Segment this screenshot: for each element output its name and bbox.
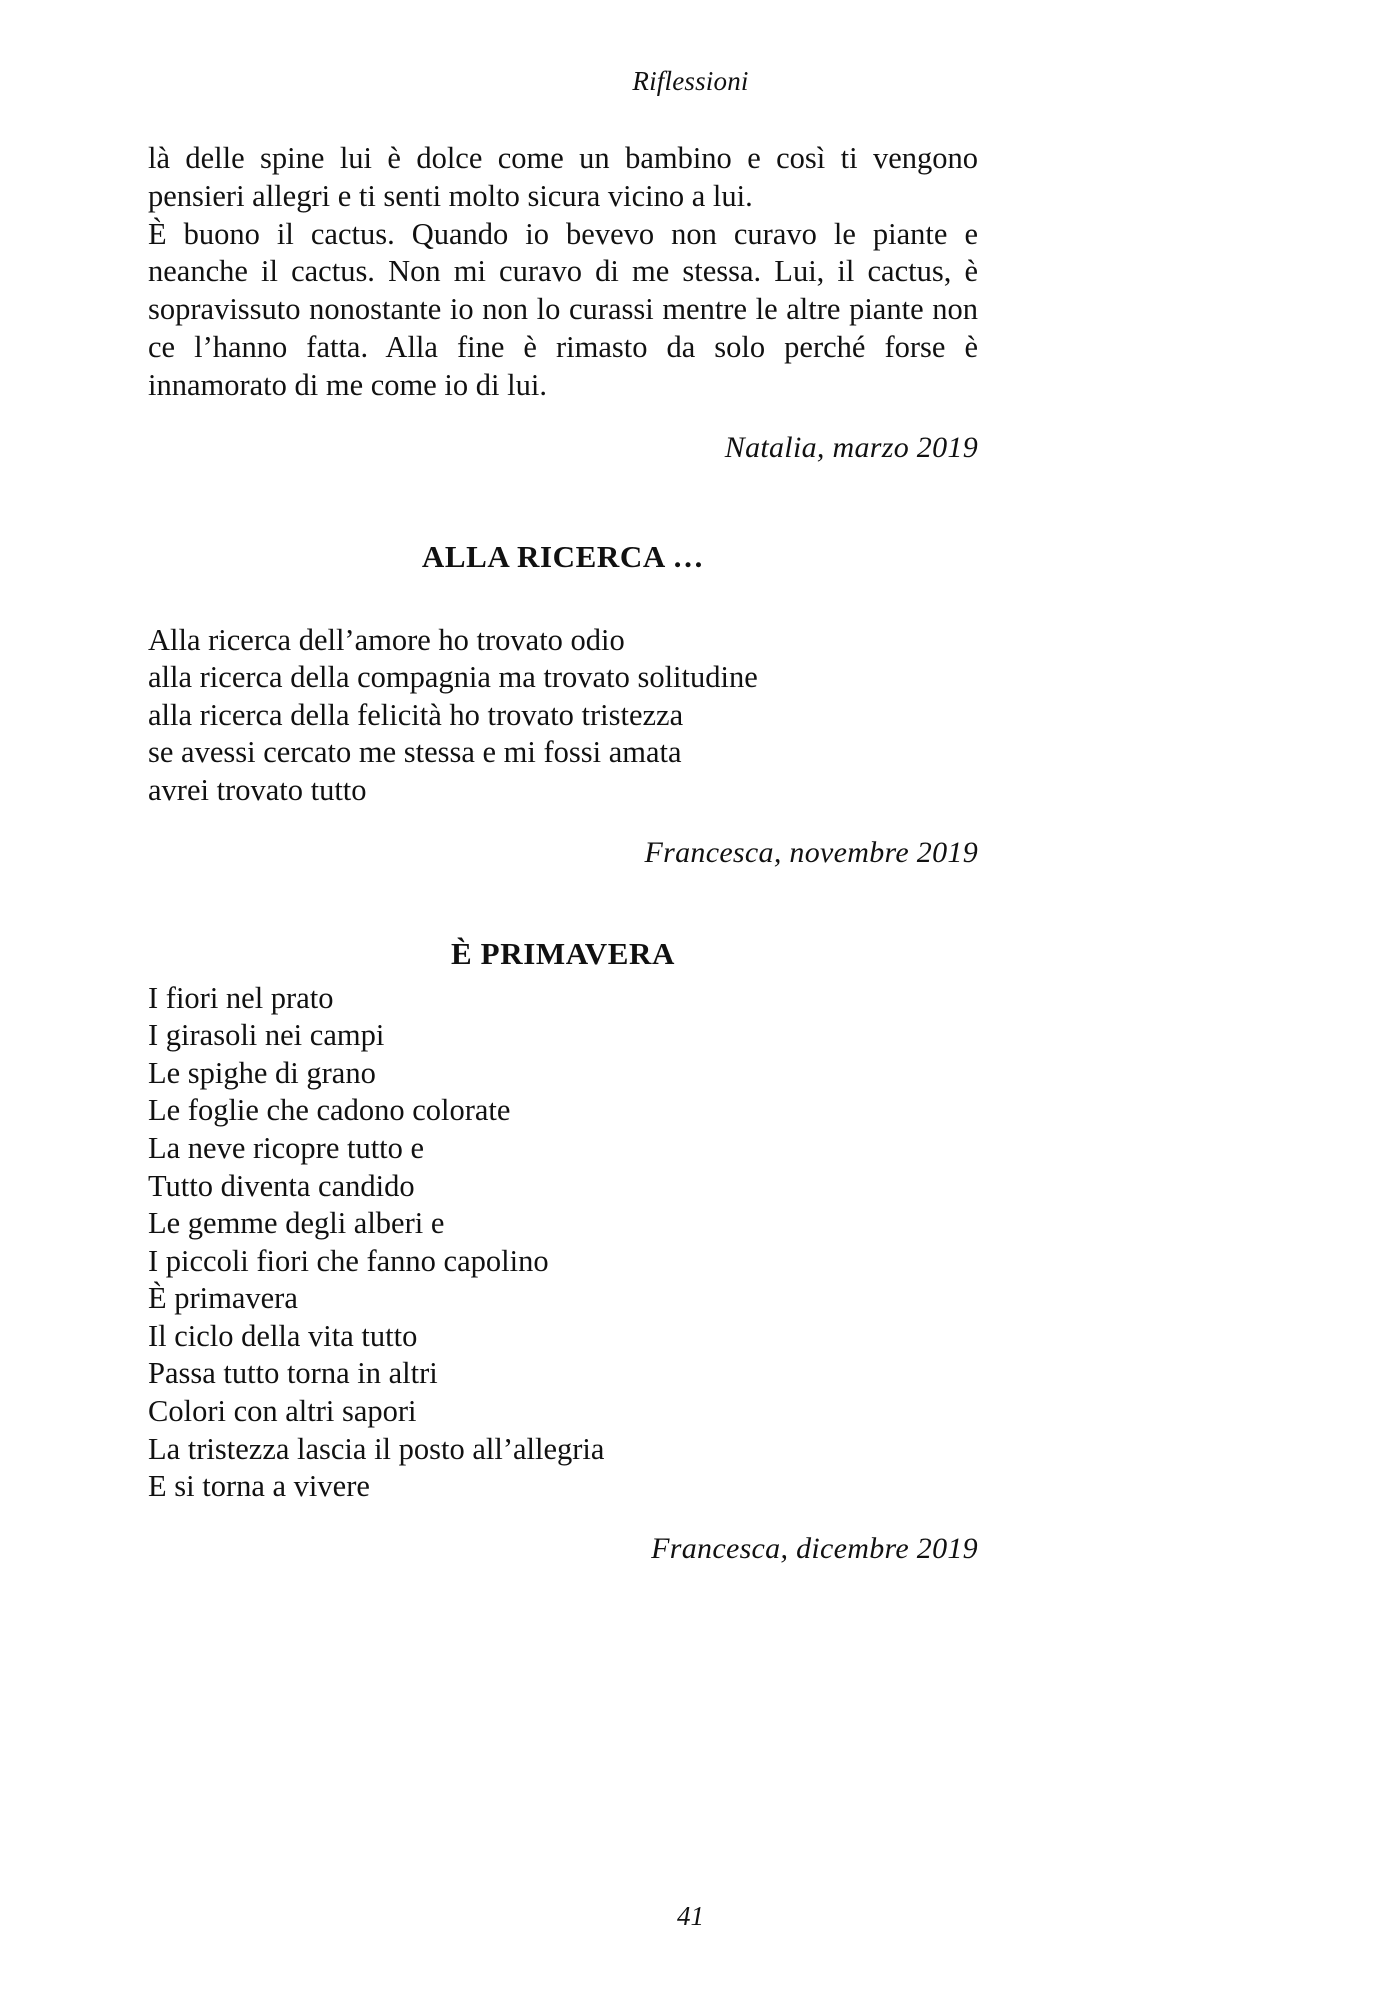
poem-line: Alla ricerca dell’amore ho trovato odio (148, 622, 625, 657)
poem-line: se avessi cercato me stessa e mi fossi amata (148, 735, 682, 770)
poem-line: Le spighe di grano (148, 1055, 376, 1090)
prose-attribution: Natalia, marzo 2019 (724, 430, 978, 464)
poem-one-title: ALLA RICERCA … (421, 538, 705, 574)
poem-line: Passa tutto torna in altri (148, 1356, 438, 1391)
prose-paragraph-2: È buono il cactus. Quando io bevevo non curavo le piante e neanche il cactus. Non mi curavo di me stessa. Lui, il cactus, è sopravissuto nonostante io non lo curassi mentre le altre piante non ce l’hanno fatta. Alla fine è rimasto da solo perché forse è innamorato di me come io di lui. (148, 216, 978, 402)
poem-two-lines (148, 980, 978, 1506)
poem-line: E si torna a vivere (148, 1469, 370, 1504)
poem-line: Le gemme degli alberi e (148, 1206, 445, 1241)
poem-line: avrei trovato tutto (148, 772, 367, 807)
poem-line: Il ciclo della vita tutto (148, 1318, 418, 1353)
page-number: 41 (677, 1901, 704, 1931)
prose-paragraph-1: là delle spine lui è dolce come un bambino e così ti vengono pensieri allegri e ti senti molto sicura vicino a lui. (148, 141, 978, 213)
spacer (148, 972, 978, 980)
poem-line: I piccoli fiori che fanno capolino (148, 1243, 549, 1278)
poem-line: La tristezza lascia il posto all’allegria (148, 1431, 605, 1466)
poem-line: alla ricerca della felicità ho trovato tristezza (148, 697, 684, 732)
poem-one-attribution: Francesca, novembre 2019 (644, 835, 978, 869)
poem-line: È primavera (148, 1281, 298, 1316)
poem-line: alla ricerca della compagnia ma trovato solitudine (148, 660, 758, 695)
prose-block (148, 140, 978, 405)
poem-two-title: È PRIMAVERA (451, 935, 675, 971)
poem-line: Colori con altri sapori (148, 1394, 417, 1429)
spacer (148, 870, 978, 936)
poem-line: La neve ricopre tutto e (148, 1130, 425, 1165)
poem-line: I girasoli nei campi (148, 1018, 385, 1053)
poem-line: I fiori nel prato (148, 980, 334, 1015)
poem-one-section (148, 539, 978, 870)
text-column (148, 140, 978, 1566)
poem-one-lines (148, 622, 978, 810)
poem-line: Le foglie che cadono colorate (148, 1093, 511, 1128)
poem-two-section (148, 936, 978, 1566)
spacer (148, 465, 978, 539)
poem-two-attribution: Francesca, dicembre 2019 (651, 1531, 978, 1565)
spacer (148, 575, 978, 622)
poem-line: Tutto diventa candido (148, 1168, 415, 1203)
running-header: Riflessioni (632, 66, 749, 96)
